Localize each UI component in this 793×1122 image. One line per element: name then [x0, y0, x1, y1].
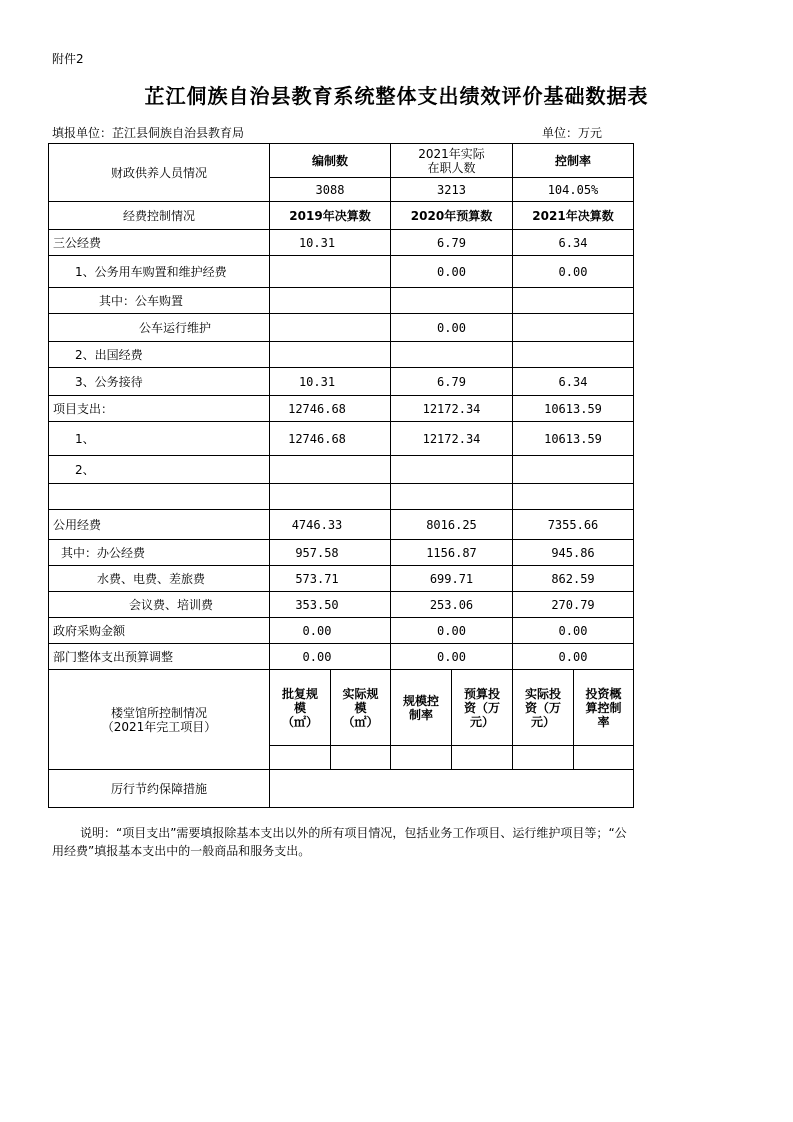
- staff-header-actual-line2: 在职人数: [427, 160, 476, 175]
- row-value-2021: [513, 314, 634, 342]
- building-label: [49, 670, 270, 770]
- row-value-2021: 862.59: [513, 566, 634, 592]
- building-value-cell: [452, 746, 513, 770]
- row-value-2019: 12746.68: [270, 422, 391, 456]
- row-value-2019: 957.58: [270, 540, 391, 566]
- table-row: [49, 288, 634, 314]
- table-row: [49, 540, 634, 566]
- staff-value-actual: 3213: [391, 178, 513, 202]
- row-value-2021: [513, 288, 634, 314]
- row-value-2020: 1156.87: [391, 540, 513, 566]
- data-table: [48, 143, 634, 808]
- row-value-2020: 6.79: [391, 230, 513, 256]
- building-value-cell: [391, 746, 452, 770]
- table-row: [49, 230, 634, 256]
- header-line: 元）: [469, 714, 494, 729]
- row-value-2021: 10613.59: [513, 422, 634, 456]
- building-value-cell: [331, 746, 391, 770]
- row-label: 部门整体支出预算调整: [49, 644, 270, 670]
- building-header-actual-scale: [331, 670, 391, 746]
- table-row: [49, 592, 634, 618]
- building-header-scale-rate: [391, 670, 452, 746]
- header-line: 模: [293, 700, 306, 715]
- row-value-2019: [270, 256, 391, 288]
- row-value-2021: 0.00: [513, 644, 634, 670]
- row-value-2020: [391, 342, 513, 368]
- row-label: 1、: [49, 422, 270, 456]
- staff-header-quota: 编制数: [270, 144, 391, 178]
- header-line: 算控制: [585, 700, 622, 715]
- row-value-2020: 253.06: [391, 592, 513, 618]
- row-value-2019: [270, 456, 391, 484]
- staff-header-actual: [391, 144, 513, 178]
- footnote: 说明：“项目支出”需要填报除基本支出以外的所有项目情况，包括业务工作项目、运行维护项目等；“公用经费”填报基本支出中的一般商品和服务支出。: [52, 826, 627, 858]
- building-header-invest-rate: [574, 670, 634, 746]
- row-label: 公用经费: [49, 510, 270, 540]
- row-value-2021: 945.86: [513, 540, 634, 566]
- row-label: 2、出国经费: [49, 342, 270, 368]
- header-line: 规模控: [402, 693, 439, 708]
- row-value-2021: [513, 456, 634, 484]
- table-row: [49, 484, 634, 510]
- building-header-budget-invest: [452, 670, 513, 746]
- table-row: [49, 618, 634, 644]
- row-value-2019: 12746.68: [270, 396, 391, 422]
- row-value-2021: [513, 342, 634, 368]
- row-value-2019: 10.31: [270, 230, 391, 256]
- row-value-2020: 699.71: [391, 566, 513, 592]
- header-line: 模: [354, 700, 367, 715]
- row-label: 1、公务用车购置和维护经费: [49, 256, 270, 288]
- row-value-2020: 0.00: [391, 256, 513, 288]
- row-value-2021: 6.34: [513, 368, 634, 396]
- building-label-line1: 楼堂馆所控制情况: [110, 705, 207, 720]
- budget-header-2019: 2019年决算数: [270, 202, 391, 230]
- header-line: 投资概: [585, 686, 622, 701]
- row-value-2020: 0.00: [391, 644, 513, 670]
- row-value-2019: 573.71: [270, 566, 391, 592]
- building-value-cell: [574, 746, 634, 770]
- header-line: （㎡）: [281, 714, 318, 729]
- row-value-2020: 0.00: [391, 314, 513, 342]
- row-label: 三公经费: [49, 230, 270, 256]
- row-value-2020: [391, 288, 513, 314]
- building-value-cell: [513, 746, 574, 770]
- row-value-2021: 0.00: [513, 256, 634, 288]
- header-line: 率: [597, 714, 610, 729]
- row-label: 政府采购金额: [49, 618, 270, 644]
- row-value-2019: [270, 288, 391, 314]
- header-line: 制率: [408, 707, 433, 722]
- header-line: 资（万: [524, 700, 561, 715]
- table-row: [49, 566, 634, 592]
- row-value-2019: [270, 342, 391, 368]
- row-value-2020: 12172.34: [391, 396, 513, 422]
- header-line: 实际规: [342, 686, 379, 701]
- row-value-2021: 0.00: [513, 618, 634, 644]
- staff-value-rate: 104.05%: [513, 178, 634, 202]
- filler-unit: 填报单位：芷江县侗族自治县教育局: [52, 126, 245, 140]
- row-label: 会议费、培训费: [49, 592, 270, 618]
- staff-value-quota: 3088: [270, 178, 391, 202]
- row-value-2019: 0.00: [270, 644, 391, 670]
- row-value-2019: 0.00: [270, 618, 391, 644]
- money-unit: 单位：万元: [542, 126, 603, 140]
- row-value-2021: 10613.59: [513, 396, 634, 422]
- table-row: [49, 314, 634, 342]
- header-line: 批复规: [281, 686, 318, 701]
- row-value-2020: 0.00: [391, 618, 513, 644]
- table-row: [49, 342, 634, 368]
- row-value-2021: 270.79: [513, 592, 634, 618]
- table-row: [49, 256, 634, 288]
- row-label: 2、: [49, 456, 270, 484]
- row-value-2021: 7355.66: [513, 510, 634, 540]
- row-value-2019: [270, 484, 391, 510]
- row-value-2020: 12172.34: [391, 422, 513, 456]
- row-label: 其中：公车购置: [49, 288, 270, 314]
- row-label: 其中：办公经费: [49, 540, 270, 566]
- row-label: 3、公务接待: [49, 368, 270, 396]
- row-label: 水费、电费、差旅费: [49, 566, 270, 592]
- budget-header-2021: 2021年决算数: [513, 202, 634, 230]
- row-value-2020: [391, 456, 513, 484]
- table-row: [49, 422, 634, 456]
- row-value-2019: [270, 314, 391, 342]
- budget-label: 经费控制情况: [49, 202, 270, 230]
- row-value-2020: 6.79: [391, 368, 513, 396]
- table-row: [49, 396, 634, 422]
- row-value-2020: 8016.25: [391, 510, 513, 540]
- building-header-approved-scale: [270, 670, 331, 746]
- row-value-2019: 10.31: [270, 368, 391, 396]
- staff-header-actual-line1: 2021年实际: [418, 146, 485, 161]
- building-label-line2: （2021年完工项目）: [101, 719, 217, 734]
- row-value-2021: [513, 484, 634, 510]
- header-line: 预算投: [463, 686, 500, 701]
- table-row: [49, 510, 634, 540]
- row-label: 项目支出：: [49, 396, 270, 422]
- attachment-label: 附件2: [52, 52, 84, 66]
- budget-header-2020: 2020年预算数: [391, 202, 513, 230]
- row-value-2019: 353.50: [270, 592, 391, 618]
- building-header-actual-invest: [513, 670, 574, 746]
- header-line: 资（万: [463, 700, 500, 715]
- row-value-2019: 4746.33: [270, 510, 391, 540]
- table-row: [49, 456, 634, 484]
- row-value-2021: 6.34: [513, 230, 634, 256]
- frugal-label: 厉行节约保障措施: [49, 770, 270, 808]
- staff-label: 财政供养人员情况: [49, 144, 270, 202]
- frugal-value: [270, 770, 634, 808]
- table-row: [49, 368, 634, 396]
- page-title: 芷江侗族自治县教育系统整体支出绩效评价基础数据表: [144, 84, 649, 108]
- header-line: 实际投: [524, 686, 561, 701]
- header-line: （㎡）: [342, 714, 379, 729]
- row-value-2020: [391, 484, 513, 510]
- staff-header-rate: 控制率: [513, 144, 634, 178]
- row-label: 公车运行维护: [49, 314, 270, 342]
- table-row: [49, 644, 634, 670]
- header-line: 元）: [530, 714, 555, 729]
- row-label: [49, 484, 270, 510]
- building-value-cell: [270, 746, 331, 770]
